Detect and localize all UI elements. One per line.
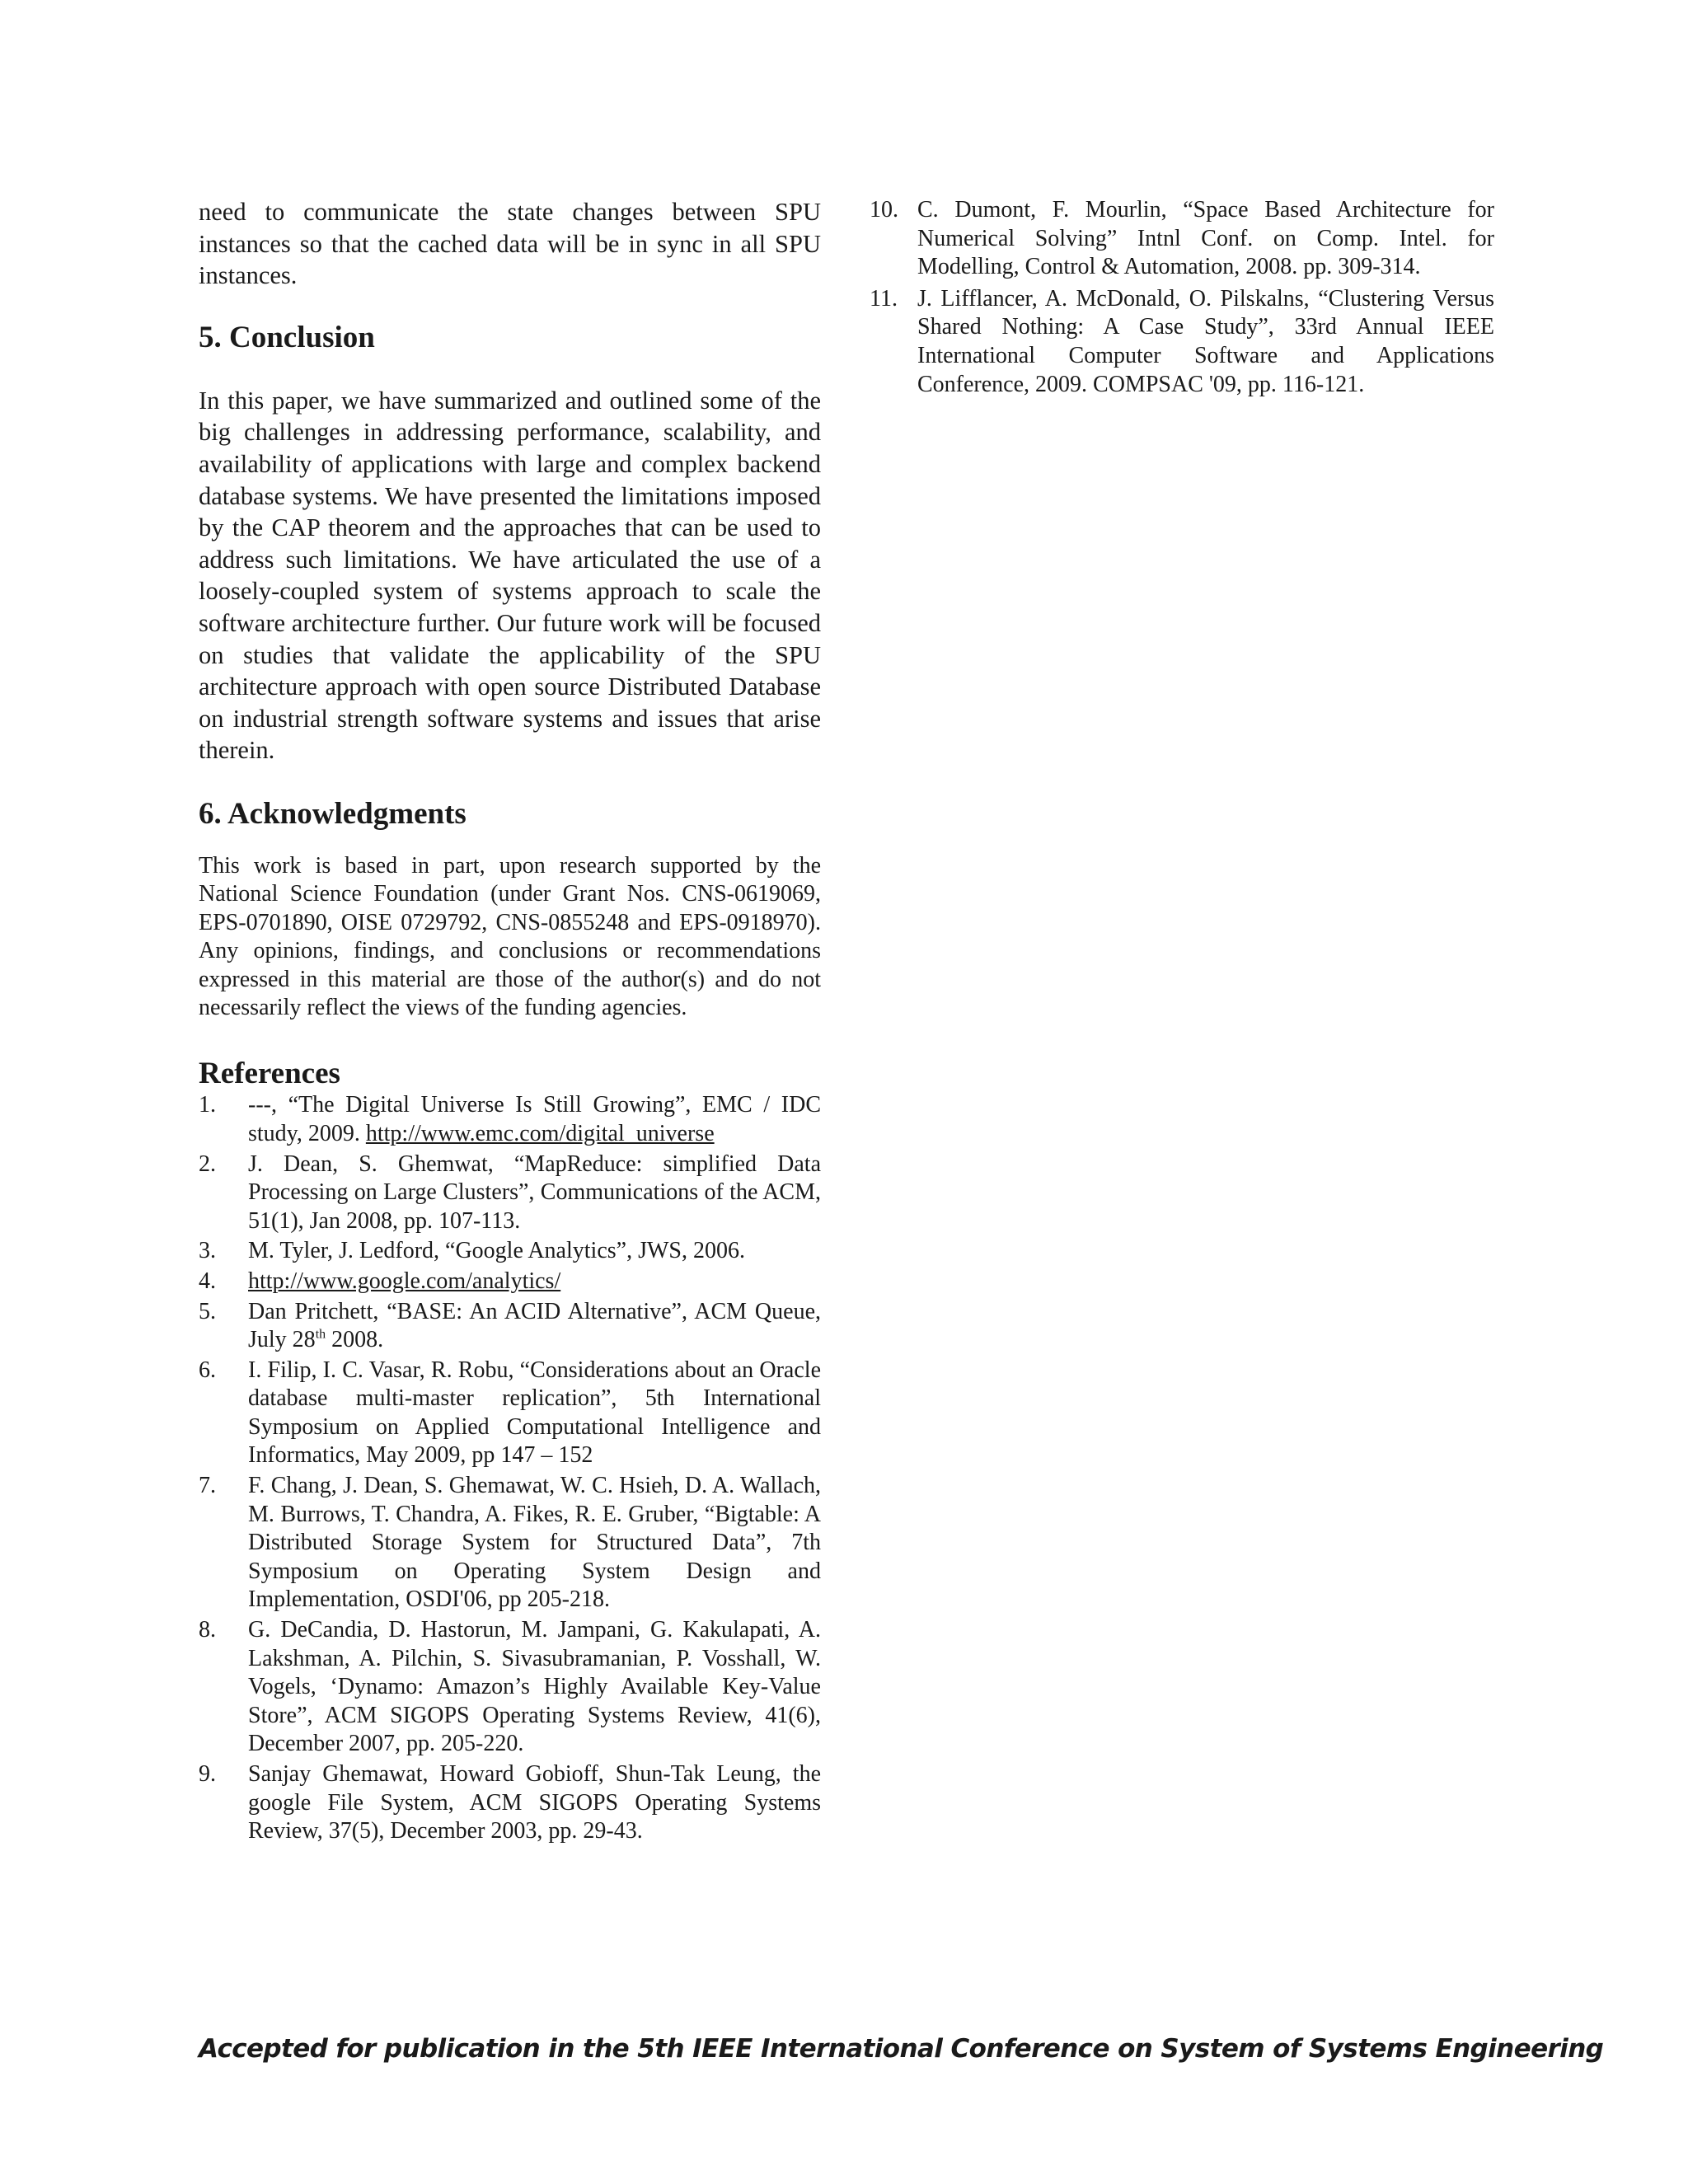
reference-text: ---, “The Digital Universe Is Still Growing”, EMC / IDC study, 2009. [248,1092,821,1146]
reference-text: I. Filip, I. C. Vasar, R. Robu, “Considerations about an Oracle database multi-master replication”, 5th International Symposium on Applied Computational Intelligence and Informatics, May 2009, pp 147 – 152 [248,1357,821,1469]
reference-text: M. Tyler, J. Ledford, “Google Analytics”, JWS, 2006. [248,1238,745,1264]
right-column [870,196,1494,402]
reference-number: 3. [199,1238,216,1264]
reference-number: 11. [870,285,898,312]
reference-number: 2. [199,1151,216,1177]
reference-text: J. Dean, S. Ghemwat, “MapReduce: simplified Data Processing on Large Clusters”, Communications of the ACM, 51(1), Jan 2008, pp. 107-113. [248,1151,821,1234]
references-list-continued [870,196,1494,399]
reference-number: 10. [870,197,898,223]
reference-text-after: 2008. [326,1327,384,1353]
reference-link[interactable]: http://www.google.com/analytics/ [248,1268,561,1294]
reference-number: 8. [199,1617,216,1643]
reference-item [870,285,1494,399]
reference-item [199,1268,821,1296]
reference-item [199,1091,821,1148]
reference-text: G. DeCandia, D. Hastorun, M. Jampani, G. Kakulapati, A. Lakshman, A. Pilchin, S. Sivasubramanian, P. Vosshall, W. Vogels, ‘Dynamo: Amazon’s Highly Available Key-Value Store”, ACM SIGOPS Operating Systems Review, 41(6), December 2007, pp. 205-220. [248,1617,821,1757]
reference-item [199,1237,821,1266]
intro-paragraph: need to communicate the state changes between SPU instances so that the cached data will be in sync in all SPU instances. [199,198,821,290]
acknowledgments-body: This work is based in part, upon research supported by the National Science Foundation (under Grant Nos. CNS-0619069, EPS-0701890, OISE 0729792, CNS-0855248 and EPS-0918970). Any opinions, findings, and conclusions or recommendations expressed in this material are those of the author(s) and do not necessarily reflect the views of the funding agencies. [199,852,821,1020]
references-heading: References [199,1057,340,1091]
reference-item [199,1151,821,1236]
reference-superscript: th [315,1327,326,1342]
references-list [199,1091,821,1845]
reference-text: C. Dumont, F. Mourlin, “Space Based Architecture for Numerical Solving” Intnl Conf. on Comp. Intel. for Modelling, Control & Automation, 2008. pp. 309-314. [917,197,1494,280]
conclusion-body: In this paper, we have summarized and outlined some of the big challenges in addressing performance, scalability, and availability of applications with large and complex backend database systems. We have presented the limitations imposed by the CAP theorem and the approaches that can be used to address such limitations. We have articulated the use of a loosely-coupled system of systems approach to scale the software architecture further. Our future work will be focused on studies that validate the applicability of the SPU architecture approach with open source Distributed Database on industrial strength software systems and issues that arise therein. [199,386,821,765]
reference-text: Sanjay Ghemawat, Howard Gobioff, Shun-Tak Leung, the google File System, ACM SIGOPS Operating Systems Review, 37(5), December 2003, pp. 29-43. [248,1761,821,1844]
reference-item [199,1760,821,1846]
reference-item [199,1298,821,1355]
reference-number: 6. [199,1357,216,1383]
conclusion-heading: 5. Conclusion [199,320,375,354]
reference-number: 7. [199,1473,216,1499]
reference-item [199,1472,821,1615]
reference-link[interactable]: http://www.emc.com/digital_universe [365,1120,715,1146]
acknowledgments-heading: 6. Acknowledgments [199,796,467,831]
reference-number: 4. [199,1268,216,1294]
reference-item [870,196,1494,282]
reference-item [199,1357,821,1470]
left-column [199,196,821,1848]
reference-number: 9. [199,1761,216,1787]
reference-text: J. Lifflancer, A. McDonald, O. Pilskalns, “Clustering Versus Shared Nothing: A Case Study”, 33rd Annual IEEE International Computer Software and Applications Conference, 2009. COMPSAC '09, pp. 116-121. [917,285,1494,397]
publication-footer: Accepted for publication in the 5th IEEE International Conference on System of Systems Engineering [199,2034,1604,2064]
reference-number: 1. [199,1092,216,1118]
reference-number: 5. [199,1298,216,1324]
reference-text: F. Chang, J. Dean, S. Ghemawat, W. C. Hsieh, D. A. Wallach, M. Burrows, T. Chandra, A. Fikes, R. E. Gruber, “Bigtable: A Distributed Storage System for Structured Data”, 7th Symposium on Operating System Design and Implementation, OSDI'06, pp 205-218. [248,1473,821,1613]
reference-item [199,1616,821,1759]
reference-text: Dan Pritchett, “BASE: An ACID Alternative”, ACM Queue, July 28 [248,1298,821,1353]
